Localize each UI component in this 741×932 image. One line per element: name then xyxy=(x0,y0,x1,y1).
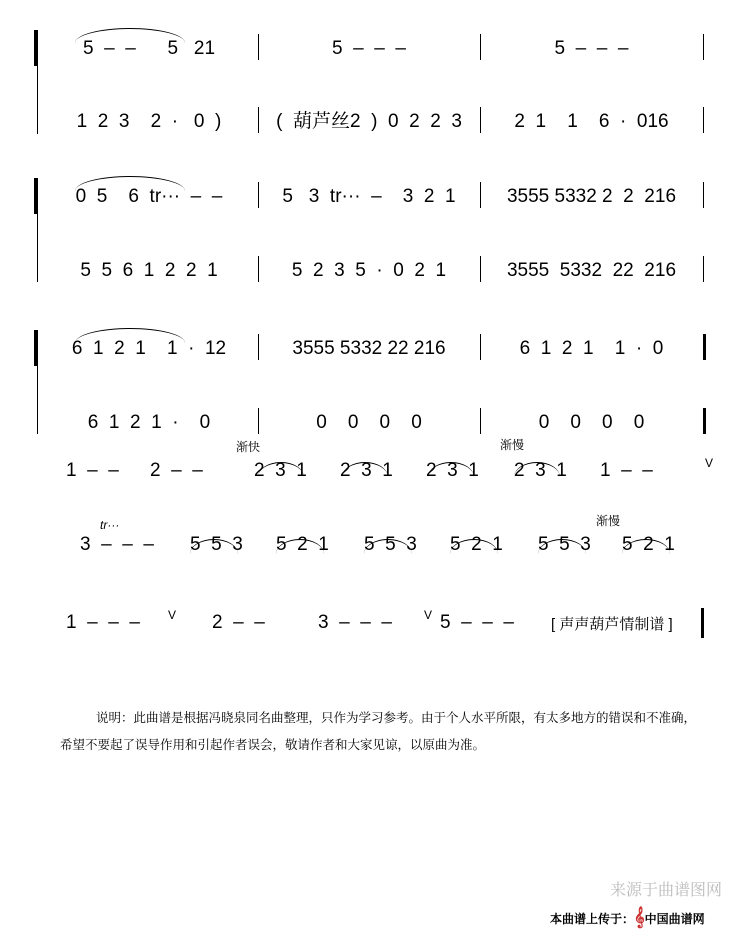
score-row xyxy=(0,404,741,434)
barline xyxy=(703,408,706,434)
final-barline xyxy=(701,608,704,638)
measure: 6 1 2 1 · 0 xyxy=(87,412,211,433)
credit-label: [ 声声葫芦情制谱 ] xyxy=(551,616,673,633)
measure: 6 1 2 1 1 · 0 xyxy=(519,338,664,359)
breath-mark: V xyxy=(705,456,714,470)
measure: 3555 5332 22 216 xyxy=(292,338,446,359)
measure: 5 – – – xyxy=(554,38,629,59)
note-group: 5 2 1 xyxy=(622,534,675,555)
barline xyxy=(258,256,259,282)
note-group: 3 – – – xyxy=(80,534,154,555)
tempo-slower-mark: 渐慢 xyxy=(596,514,621,528)
barline xyxy=(258,408,259,434)
score-row xyxy=(0,30,741,60)
barline xyxy=(480,256,481,282)
trill-mark: tr··· xyxy=(100,518,120,532)
barline xyxy=(480,182,481,208)
note-group: 2 – – xyxy=(212,612,265,633)
measure: 0 0 0 0 xyxy=(538,412,645,433)
tempo-slower-mark: 渐慢 xyxy=(500,438,525,452)
note-group: 1 – – xyxy=(600,460,653,481)
measure: 5 2 3 5 · 0 2 1 xyxy=(291,260,447,281)
barline xyxy=(258,34,259,60)
barline xyxy=(703,34,704,60)
breath-mark: V xyxy=(168,608,177,622)
measure: 2 1 1 6 · 016 xyxy=(514,111,669,132)
measure: 1 2 3 2 · 0 ) xyxy=(76,111,222,132)
measure: 5 3 tr··· – 3 2 1 xyxy=(282,186,456,207)
note-group: 2 3 1 xyxy=(426,460,479,481)
note-group: 2 3 1 xyxy=(340,460,393,481)
note-group: 5 2 1 xyxy=(276,534,329,555)
measure: 5 – – 5 21 xyxy=(82,38,216,59)
footer-uploaded-label: 本曲谱上传于： xyxy=(550,912,635,926)
measure: 5 – – – xyxy=(332,38,406,59)
note-group: 2 3 1 xyxy=(514,460,567,481)
barline xyxy=(480,34,481,60)
breath-mark: V xyxy=(424,608,433,622)
watermark: 来源于曲谱图网 xyxy=(610,882,723,899)
measure: 0 5 6 tr··· – – xyxy=(75,186,223,207)
measure: ( 葫芦丝2 ) 0 2 2 3 xyxy=(276,111,462,132)
barline xyxy=(480,408,481,434)
tempo-faster-mark: 渐快 xyxy=(236,440,261,454)
score-row xyxy=(0,252,741,282)
measure: 6 1 2 1 1 · 12 xyxy=(71,338,227,359)
measure: 0 0 0 0 xyxy=(316,412,422,433)
footer-credit xyxy=(550,907,705,929)
barline xyxy=(258,107,259,133)
score-row xyxy=(0,103,741,133)
note-group: 5 5 3 xyxy=(538,534,591,555)
note-group: 5 5 3 xyxy=(364,534,417,555)
barline xyxy=(703,334,706,360)
score-row xyxy=(0,330,741,360)
notes-line-1: 说明：此曲谱是根据冯晓泉同名曲整理，只作为学习参考。由于个人水平所限，有太多地方的错误和不准确， xyxy=(96,711,697,725)
notes-line-2: 希望不要起了误导作用和引起作者误会，敬请作者和大家见谅，以原曲为准。 xyxy=(60,738,486,752)
barline xyxy=(258,334,259,360)
measure: 3555 5332 2 2 216 xyxy=(506,186,677,207)
barline xyxy=(703,182,704,208)
barline xyxy=(480,334,481,360)
barline xyxy=(480,107,481,133)
note-group: 5 – – – xyxy=(440,612,514,633)
footer-site-link[interactable]: 中国曲谱网 xyxy=(644,912,705,926)
note-group: 2 – – xyxy=(150,460,203,481)
note-group: 1 – – – xyxy=(66,612,140,633)
note-group: 2 3 1 xyxy=(254,460,307,481)
note-group: 5 2 1 xyxy=(450,534,503,555)
barline xyxy=(258,182,259,208)
note-group: 3 – – – xyxy=(318,612,392,633)
final-row xyxy=(0,608,741,638)
barline xyxy=(703,107,704,133)
note-group: 1 – – xyxy=(66,460,119,481)
note-group: 5 5 3 xyxy=(190,534,243,555)
treble-clef-logo-icon: 𝄞 xyxy=(634,907,645,927)
measure: 3555 5332 22 216 xyxy=(506,260,677,281)
notes-paragraph xyxy=(60,705,720,759)
score-row xyxy=(0,178,741,208)
barline xyxy=(703,256,704,282)
measure: 5 5 6 1 2 2 1 xyxy=(80,260,218,281)
